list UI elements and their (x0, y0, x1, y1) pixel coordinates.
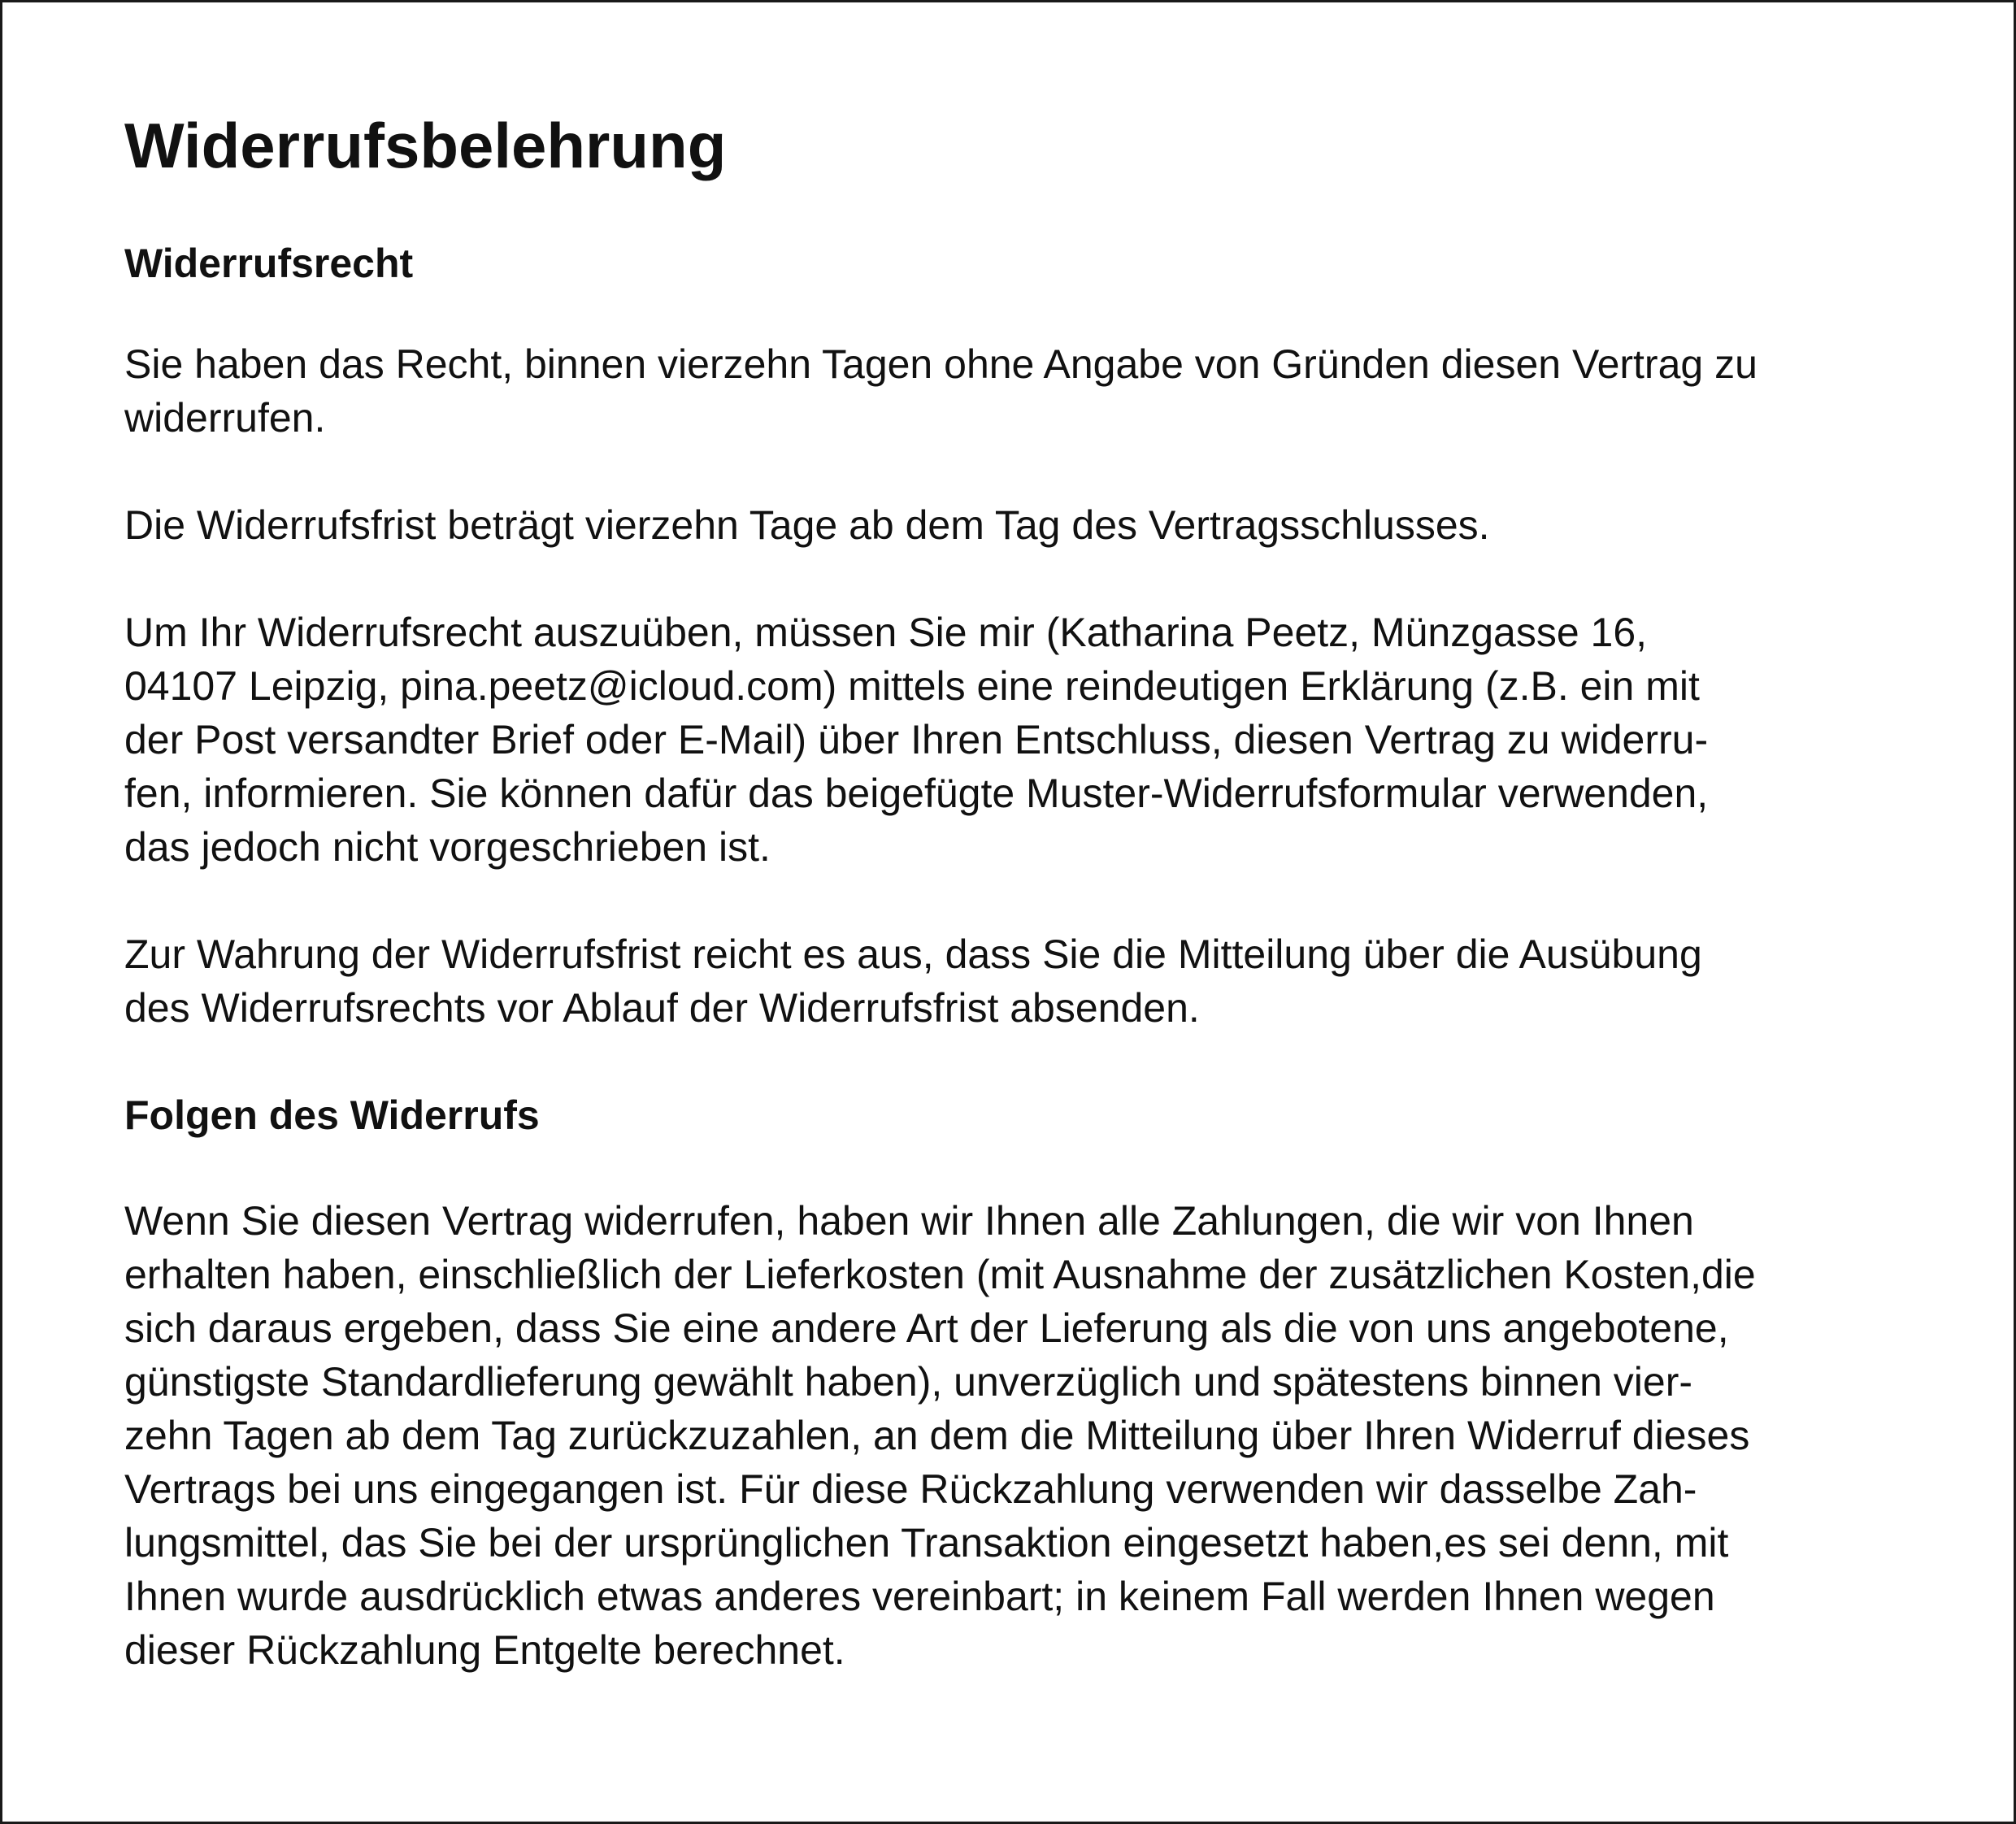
text-line: Sie haben das Recht, binnen vierzehn Tagen ohne Angabe von Gründen diesen Vertrag zu (124, 341, 1757, 387)
paragraph (124, 1194, 1913, 1677)
section-heading: Widerrufsrecht (124, 240, 414, 286)
paragraph (124, 498, 1913, 552)
text-line: des Widerrufsrechts vor Ablauf der Widerrufsfrist absenden. (124, 984, 1200, 1031)
text-line: sich daraus ergeben, dass Sie eine andere Art der Lieferung als die von uns angebotene, (124, 1305, 1729, 1351)
text-line: 04107 Leipzig, pina.peetz@icloud.com) mittels eine reindeutigen Erklärung (z.B. ein mit (124, 662, 1700, 709)
section-folgen-des-widerrufs (124, 1088, 1913, 1677)
text-line: Vertrags bei uns eingegangen ist. Für diese Rückzahlung verwenden wir dasselbe Zah- (124, 1466, 1697, 1512)
section-heading: Folgen des Widerrufs (124, 1092, 540, 1138)
text-line: Die Widerrufsfrist beträgt vierzehn Tage ab dem Tag des Vertragsschlusses. (124, 502, 1490, 548)
text-line: günstigste Standardlieferung gewählt haben), unverzüglich und spätestens binnen vier- (124, 1358, 1693, 1405)
text-line: widerrufen. (124, 394, 326, 441)
section-widerrufsrecht (124, 237, 1913, 1035)
text-line: das jedoch nicht vorgeschrieben ist. (124, 823, 771, 870)
text-line: fen, informieren. Sie können dafür das beigefügte Muster-Widerrufsformular verwenden, (124, 770, 1709, 816)
text-line: Ihnen wurde ausdrücklich etwas anderes vereinbart; in keinem Fall werden Ihnen wegen (124, 1573, 1715, 1619)
paragraph (124, 927, 1913, 1035)
text-line: dieser Rückzahlung Entgelte berechnet. (124, 1626, 845, 1673)
text-line: der Post versandter Brief oder E-Mail) über Ihren Entschluss, diesen Vertrag zu widerru- (124, 716, 1709, 762)
paragraph (124, 337, 1913, 445)
document-title: Widerrufsbelehrung (124, 110, 727, 181)
text-line: Um Ihr Widerrufsrecht auszuüben, müssen Sie mir (Katharina Peetz, Münzgasse 16, (124, 609, 1648, 655)
text-line: lungsmittel, das Sie bei der ursprünglichen Transaktion eingesetzt haben,es sei denn, mit (124, 1519, 1729, 1566)
text-line: zehn Tagen ab dem Tag zurückzuzahlen, an dem die Mitteilung über Ihren Widerruf dieses (124, 1412, 1750, 1458)
text-line: erhalten haben, einschließlich der Lieferkosten (mit Ausnahme der zusätzlichen Kosten,die (124, 1251, 1756, 1297)
text-line: Wenn Sie diesen Vertrag widerrufen, haben wir Ihnen alle Zahlungen, die wir von Ihnen (124, 1197, 1694, 1244)
paragraph (124, 606, 1913, 874)
text-line: Zur Wahrung der Widerrufsfrist reicht es aus, dass Sie die Mitteilung über die Ausübung (124, 931, 1702, 977)
document-content (124, 108, 1913, 1677)
